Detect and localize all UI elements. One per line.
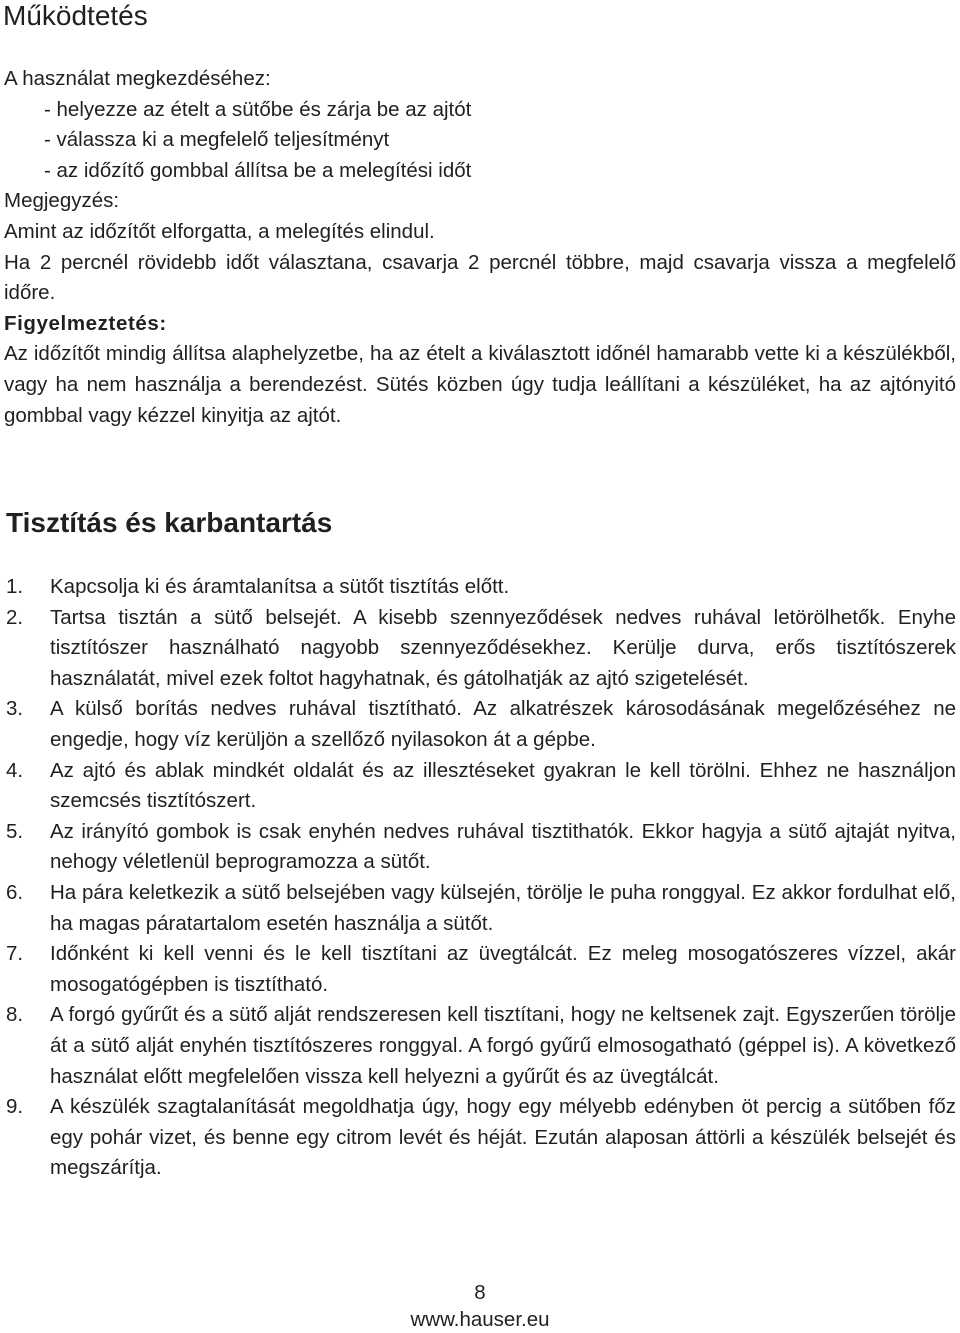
list-item: [6, 603, 956, 695]
list-item: [6, 1000, 956, 1092]
list-item: [6, 878, 956, 939]
section-title-operation: Működtetés: [3, 0, 148, 31]
item-text: Az irányító gombok is csak enyhén nedves ruhával tisztithatók. Ekkor hagyja a sütő ajtaját nyitva, nehogy véletlenül beprogramozza a sütőt.: [50, 819, 956, 874]
note-text: Amint az időzítőt elforgatta, a melegítés elindul.: [4, 219, 435, 243]
list-item: [6, 1092, 956, 1184]
note-text: Ha 2 percnél rövidebb időt választana, csavarja 2 percnél többre, majd csavarja vissza a megfelelő időre.: [4, 250, 956, 305]
item-text: Tartsa tisztán a sütő belsejét. A kisebb szennyeződések nedves ruhával letörölhetők. Enyhe tisztítószer használható nagyobb szennyeződésekhez. Kerülje durva, erős tisztítószerek használatát, mivel ezek foltot hagyhatnak, és gátolhatják az ajtó szigetelését.: [50, 605, 956, 690]
item-number: 3.: [6, 697, 24, 721]
list-item: [6, 939, 956, 1000]
item-text: Az ajtó és ablak mindkét oldalát és az illesztéseket gyakran le kell törölni. Ehhez ne használjon szemcsés tisztítószert.: [50, 758, 956, 813]
item-number: 5.: [6, 819, 24, 843]
usage-step: - válassza ki a megfelelő teljesítményt: [44, 128, 390, 152]
list-item: [6, 694, 956, 755]
item-number: 9.: [6, 1095, 24, 1119]
item-text: Kapcsolja ki és áramtalanítsa a sütőt tisztítás előtt.: [50, 575, 510, 598]
cleaning-list: [6, 572, 956, 1184]
item-number: 1.: [6, 575, 24, 598]
item-number: 2.: [6, 605, 24, 629]
usage-step: - helyezze az ételt a sütőbe és zárja be az ajtót: [44, 97, 472, 121]
usage-step: - az időzítő gombbal állítsa be a melegítési időt: [44, 158, 472, 182]
item-text: A forgó gyűrűt és a sütő alját rendszeresen kell tisztítani, hogy ne keltsenek zajt. Egyszerűen törölje át a sütő alját enyhén tisztítószeres ronggyal. A forgó gyűrű elmosogatható (géppel is). A következő használat előtt megfelelően vissza kell helyezni a gyűrűt és az üvegtálcát.: [50, 1003, 956, 1088]
item-text: Ha pára keletkezik a sütő belsejében vagy külsején, törölje le puha ronggyal. Ez akkor fordulhat elő, ha magas páratartalom esetén használja a sütőt.: [50, 880, 956, 935]
warning-text: Az időzítőt mindig állítsa alaphelyzetbe, ha az ételt a kiválasztott időnél hamarabb vette ki a készülékből, vagy ha nem használja a berendezést. Sütés közben úgy tudja leállítani a készüléket, ha az ajtónyitó gombbal vagy kézzel kinyitja az ajtót.: [4, 342, 956, 427]
item-text: A külső borítás nedves ruhával tisztítható. Az alkatrészek károsodásának megelőzéséhez ne engedje, hogy víz kerüljön a szellőző nyilasokon át a gépbe.: [50, 697, 956, 751]
section-title-cleaning: Tisztítás és karbantartás: [6, 507, 333, 538]
footer-url: www.hauser.eu: [410, 1308, 550, 1331]
item-text: A készülék szagtalanítását megoldhatja úgy, hogy egy mélyebb edényben öt percig a sütőben főz egy pohár vizet, és benne egy citrom levét és héját. Ezután alaposan áttörli a készülék belsejét és megszárítja.: [50, 1095, 956, 1180]
list-item: [6, 756, 956, 817]
warning-label: Figyelmeztetés:: [4, 311, 167, 335]
item-number: 6.: [6, 880, 24, 904]
item-number: 7.: [6, 942, 24, 966]
item-number: 4.: [6, 758, 24, 782]
item-text: Időnként ki kell venni és le kell tisztítani az üvegtálcát. Ez meleg mosogatószeres vízzel, akár mosogatógépben is tisztítható.: [50, 942, 956, 996]
usage-intro: A használat megkezdéséhez:: [4, 67, 271, 90]
note-label: Megjegyzés:: [4, 189, 120, 213]
page-number: 8: [474, 1281, 486, 1304]
usage-section: [4, 64, 956, 431]
list-item: [6, 817, 956, 878]
item-number: 8.: [6, 1003, 24, 1027]
list-item: [6, 572, 956, 603]
